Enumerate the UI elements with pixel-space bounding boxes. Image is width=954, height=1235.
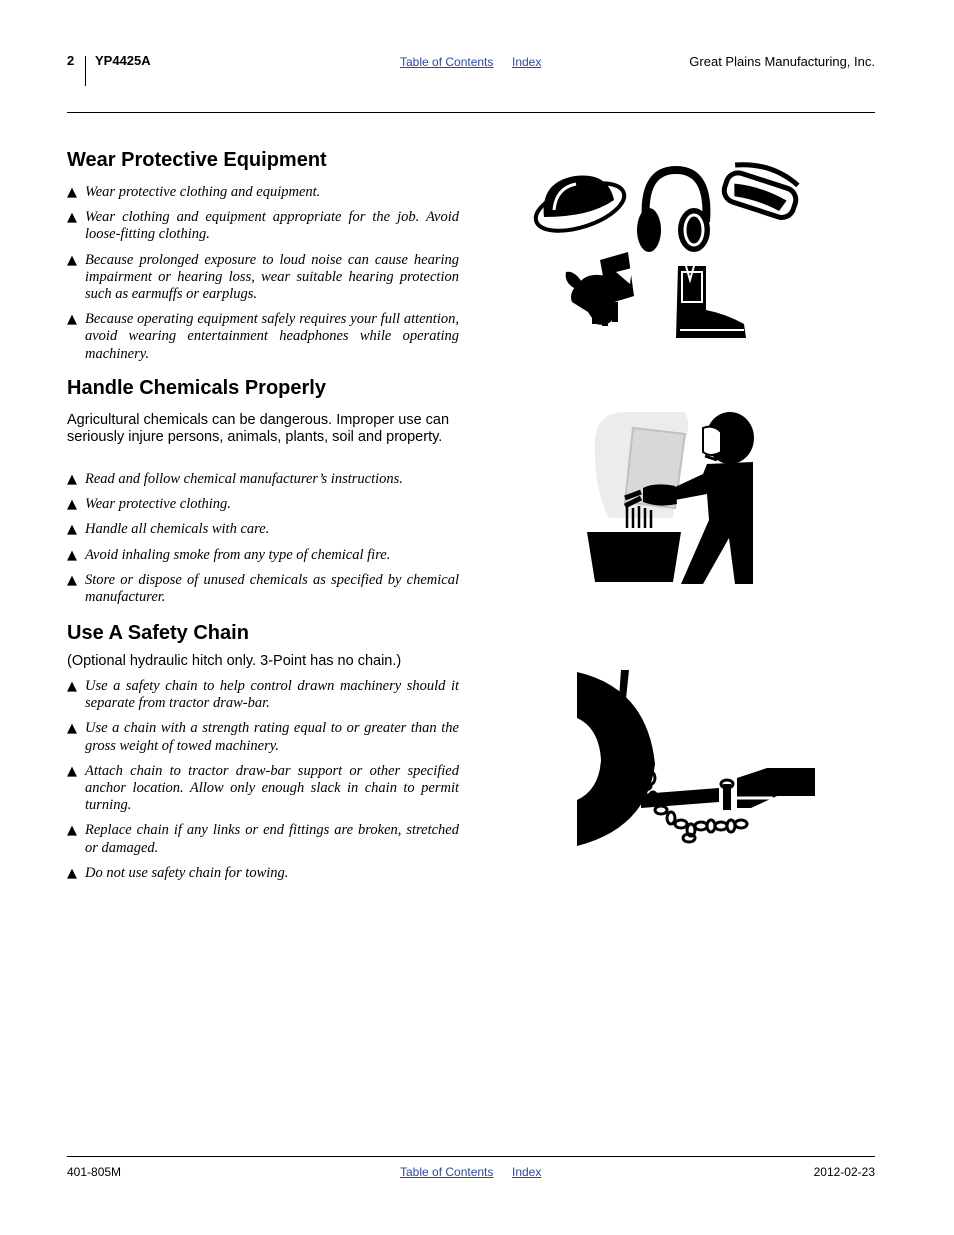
header-toc-link[interactable]: Table of Contents — [400, 55, 494, 69]
footer-index-link[interactable]: Index — [512, 1165, 542, 1179]
footer-toc-link[interactable]: Table of Contents — [400, 1165, 494, 1179]
list-item: ▲ Avoid inhaling smoke from any type of chemical fire. — [67, 546, 391, 563]
list-item: ▲ Use a safety chain to help control drawn machinery should it separate from tractor draw-bar. — [67, 678, 459, 712]
triangle-bullet-icon: ▲ — [67, 572, 77, 588]
chain-intro: (Optional hydraulic hitch only. 3-Point has no chain.) — [67, 653, 402, 669]
tractor-wheel-icon — [577, 670, 655, 846]
doc-code: YP4425A — [95, 53, 151, 68]
chemicals-bullet-list — [67, 471, 459, 614]
header-index-link[interactable]: Index — [512, 55, 542, 69]
company-name: Great Plains Manufacturing, Inc. — [689, 54, 875, 69]
triangle-bullet-icon: ▲ — [67, 679, 77, 694]
triangle-bullet-icon: ▲ — [67, 252, 77, 268]
gloves-icon — [566, 252, 634, 326]
list-item: ▲ Wear clothing and equipment appropriate for the job. Avoid loose-fitting clothing. — [67, 209, 459, 243]
safety-chain-illustration — [577, 668, 817, 848]
list-item: ▲ Because prolonged exposure to loud noise can cause hearing impairment or hearing loss, wear suitable hearing protection such as earmuffs or earplugs. — [67, 251, 459, 303]
section-title-chemicals: Handle Chemicals Properly — [67, 377, 326, 399]
section-title-protective: Wear Protective Equipment — [67, 149, 327, 171]
list-item: ▲ Wear protective clothing and equipment. — [67, 184, 321, 200]
part-number: 401-805M — [67, 1165, 122, 1179]
triangle-bullet-icon: ▲ — [67, 497, 77, 513]
list-item: ▲ Because operating equipment safely requires your full attention, avoid wearing entertainment headphones while operating machinery. — [67, 311, 459, 362]
triangle-bullet-icon: ▲ — [67, 472, 77, 487]
triangle-bullet-icon: ▲ — [67, 185, 77, 200]
triangle-bullet-icon: ▲ — [67, 522, 77, 538]
earmuffs-icon — [637, 170, 710, 252]
protective-bullet-list — [67, 184, 459, 371]
goggles-icon — [721, 162, 803, 221]
list-item: ▲ Store or dispose of unused chemicals as specified by chemical manufacturer. — [67, 571, 459, 606]
header-rule — [67, 112, 875, 113]
page-number: 2 — [67, 53, 75, 68]
list-item: ▲ Use a chain with a strength rating equal to or greater than the gross weight of towed machinery. — [67, 720, 459, 754]
header-divider — [85, 56, 86, 86]
triangle-bullet-icon: ▲ — [67, 823, 77, 839]
list-item: ▲ Replace chain if any links or end fittings are broken, stretched or damaged. — [67, 822, 459, 856]
section-title-chain: Use A Safety Chain — [67, 622, 249, 644]
triangle-bullet-icon: ▲ — [67, 865, 77, 881]
footer-rule — [67, 1156, 875, 1157]
chemical-handling-illustration — [585, 408, 760, 588]
list-item: ▲ Do not use safety chain for towing. — [67, 864, 289, 881]
list-item: ▲ Wear protective clothing. — [67, 496, 231, 513]
triangle-bullet-icon: ▲ — [67, 721, 77, 737]
hard-hat-icon — [530, 174, 630, 240]
list-item: ▲ Attach chain to tractor draw-bar support or other specified anchor location. Allow only enough slack in chain to permit turning. — [67, 762, 459, 814]
boot-icon — [676, 266, 746, 338]
triangle-bullet-icon: ▲ — [67, 210, 77, 226]
triangle-bullet-icon: ▲ — [67, 763, 77, 779]
list-item: ▲ Read and follow chemical manufacturer’s instructions. — [67, 471, 403, 487]
chain-bullet-list — [67, 678, 459, 890]
list-item: ▲ Handle all chemicals with care. — [67, 521, 270, 538]
chemicals-intro: Agricultural chemicals can be dangerous. Improper use can seriously injure persons, animals, plants, soil and property. — [67, 412, 450, 445]
publication-date: 2012-02-23 — [813, 1165, 875, 1179]
triangle-bullet-icon: ▲ — [67, 312, 77, 328]
protective-equipment-illustration — [530, 162, 805, 342]
triangle-bullet-icon: ▲ — [67, 547, 77, 563]
